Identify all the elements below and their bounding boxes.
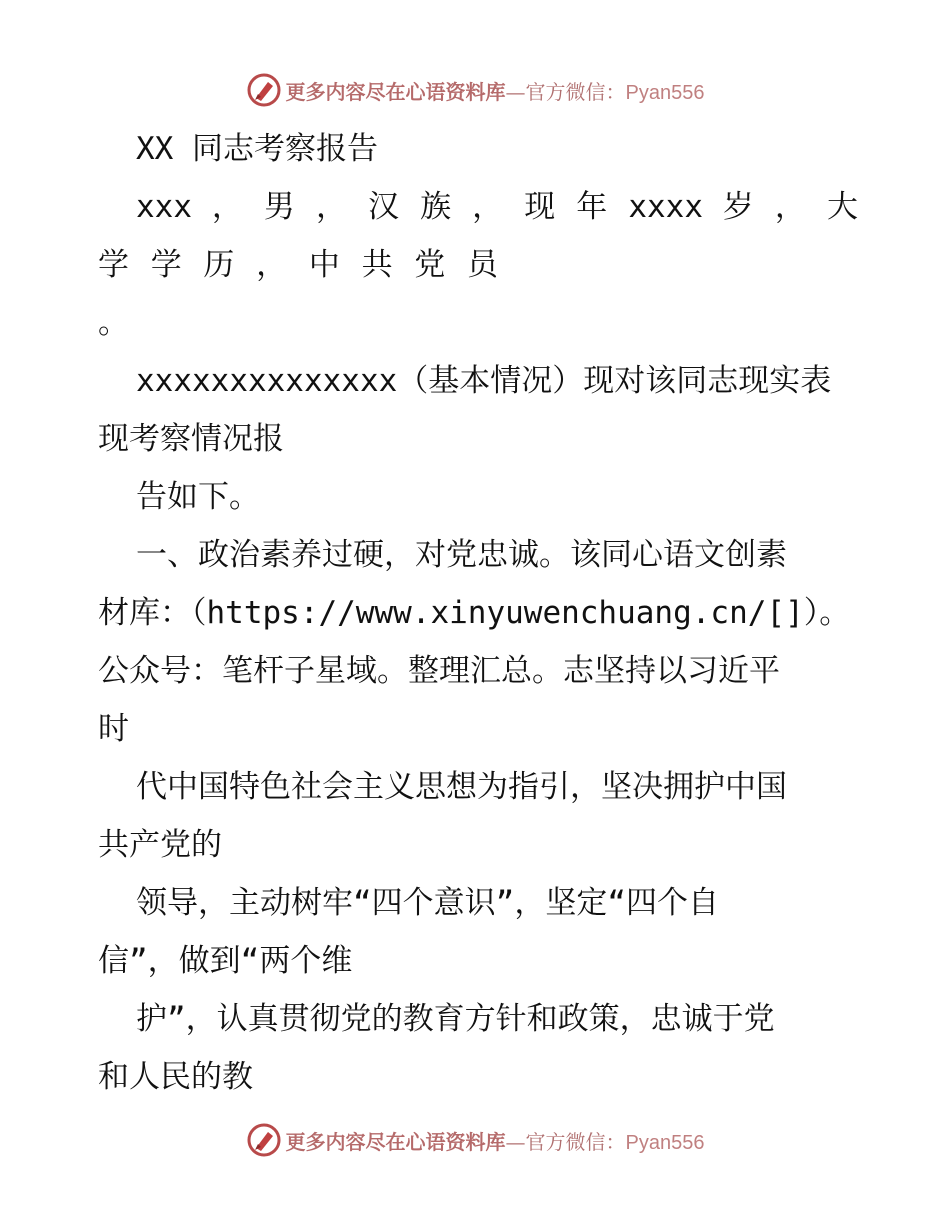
header-banner-text — [286, 76, 705, 105]
header-banner — [0, 70, 950, 110]
section1-line-4: 时 — [98, 711, 129, 747]
section1-line-10: 和人民的教 — [98, 1059, 253, 1095]
basic-line-2: 现考察情况报 — [98, 421, 284, 457]
basic-line-3: 告如下。 — [136, 479, 260, 515]
section1-line-8: 信”，做到“两个维 — [98, 943, 353, 979]
basic-line-1: xxxxxxxxxxxxxx（基本情况）现对该同志现实表 — [136, 363, 832, 399]
section1-line-5: 代中国特色社会主义思想为指引，坚决拥护中国 — [136, 769, 787, 805]
intro-line-1: xxx ， 男 ， 汉 族 ， 现 年 xxxx 岁 ， 大 — [136, 189, 858, 225]
header-dash: — — [505, 79, 526, 104]
footer-banner — [0, 1120, 950, 1160]
document-body — [98, 120, 858, 1106]
intro-line-2: 学 学 历 ， 中 共 党 员 。 — [98, 247, 517, 341]
section1-line-1: 一、政治素养过硬，对党忠诚。该同心语文创素 — [136, 537, 787, 573]
footer-site-name: 更多内容尽在心语资料库 — [285, 1129, 506, 1154]
pen-nib-logo-icon — [246, 1122, 282, 1158]
header-wechat-id: Pyan556 — [625, 81, 705, 104]
header-official-label: 官方微信： — [525, 79, 626, 104]
footer-wechat-id: Pyan556 — [625, 1131, 705, 1154]
section1-line-2: 材库：（https://www.xinyuwenchuang.cn/[]）。 — [98, 595, 851, 631]
section1-line-3: 公众号：笔杆子星域。整理汇总。志坚持以习近平 — [98, 653, 780, 689]
section1-line-9: 护”，认真贯彻党的教育方针和政策，忠诚于党 — [136, 1001, 775, 1037]
pen-nib-logo-icon — [246, 72, 282, 108]
document-title: XX 同志考察报告 — [136, 131, 378, 167]
footer-dash: — — [505, 1129, 526, 1154]
footer-official-label: 官方微信： — [525, 1129, 626, 1154]
header-site-name: 更多内容尽在心语资料库 — [285, 79, 506, 104]
footer-banner-text — [286, 1126, 705, 1155]
section1-line-7: 领导，主动树牢“四个意识”，坚定“四个自 — [136, 885, 719, 921]
section1-line-6: 共产党的 — [98, 827, 222, 863]
